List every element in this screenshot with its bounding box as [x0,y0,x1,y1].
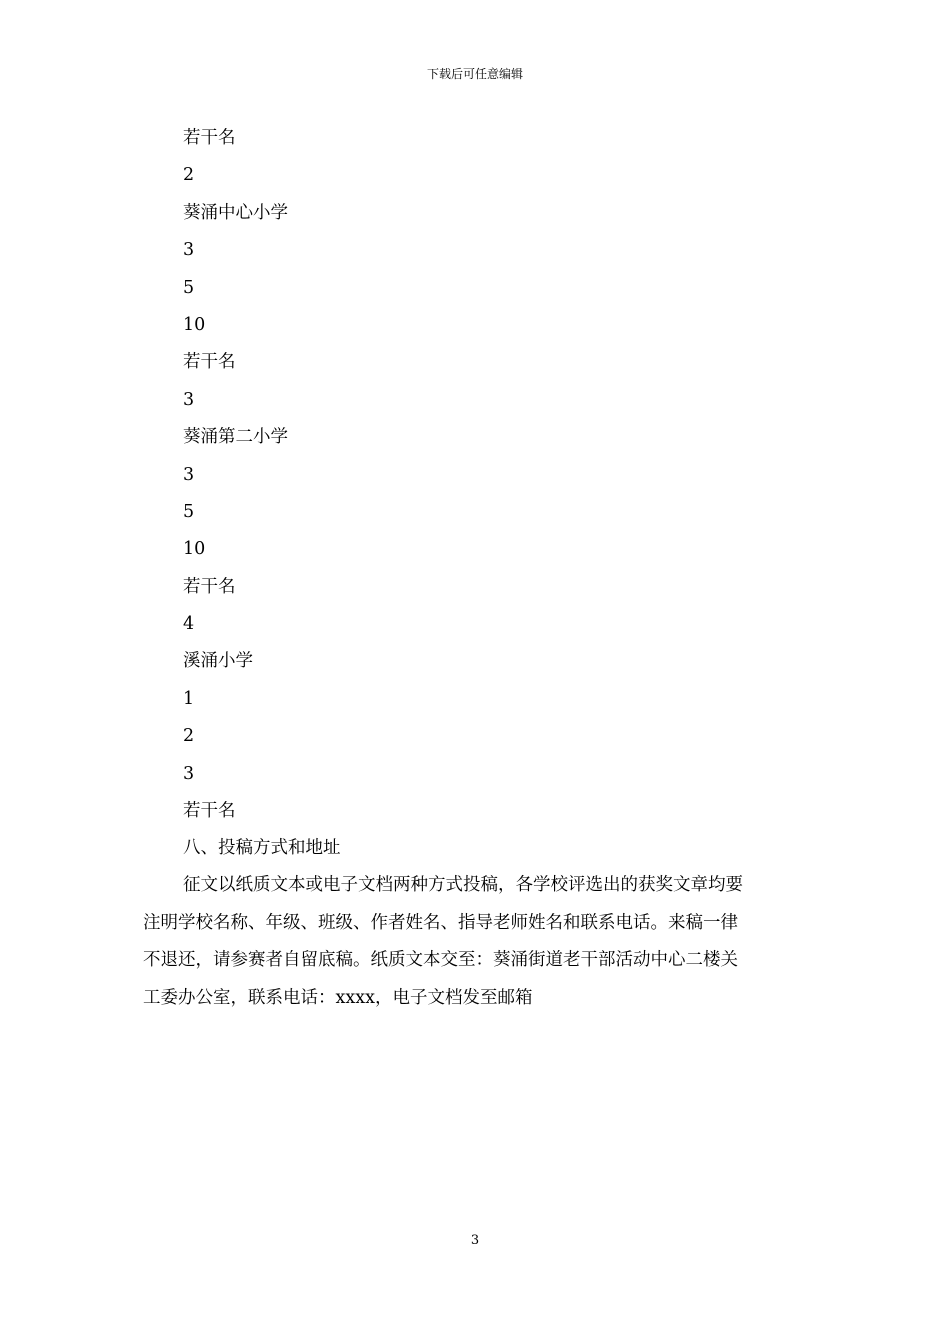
paragraph-line: 不退还，请参赛者自留底稿。纸质文本交至：葵涌街道老干部活动中心二楼关 [143,950,738,970]
table-content-lines [183,124,823,834]
section-heading: 八、投稿方式和地址 [183,838,341,858]
list-item: 1 [183,688,195,709]
list-item: 葵涌中心小学 [183,202,288,223]
list-item: 3 [183,464,195,485]
paragraph-line: 注明学校名称、年级、班级、作者姓名、指导老师姓名和联系电话。来稿一律 [143,912,738,933]
list-item: 2 [183,165,195,186]
body-paragraph [143,871,823,1021]
list-item: 3 [183,389,195,410]
list-item: 5 [183,501,195,522]
list-item: 5 [183,277,195,298]
list-item: 4 [183,614,195,635]
list-item: 10 [183,314,206,335]
page-header: 下载后可任意编辑 [426,67,523,81]
paragraph-line: 征文以纸质文本或电子文档两种方式投稿，各学校评选出的获奖文章均要 [183,875,743,895]
page-number: 3 [470,1233,480,1248]
list-item: 10 [183,539,206,560]
list-item: 若干名 [183,576,236,597]
list-item: 若干名 [183,801,236,822]
list-item: 葵涌第二小学 [183,427,288,448]
paragraph-line: 工委办公室，联系电话：xxxx，电子文档发至邮箱 [143,987,533,1008]
list-item: 若干名 [183,352,236,373]
list-item: 溪涌小学 [183,651,253,672]
list-item: 3 [183,240,195,261]
list-item: 若干名 [183,128,236,148]
list-item: 2 [183,726,195,747]
list-item: 3 [183,763,195,784]
